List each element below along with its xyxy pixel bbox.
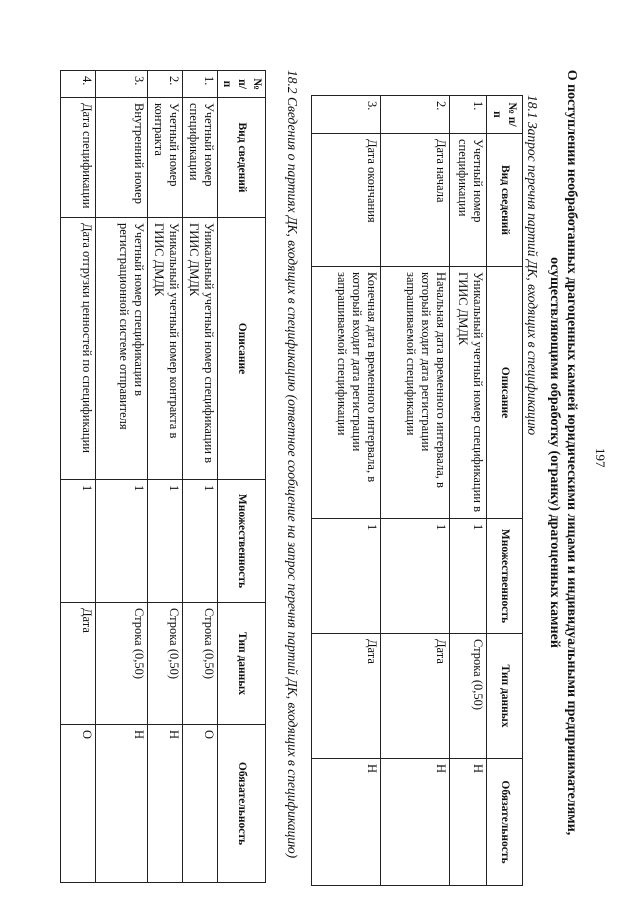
cell-description: Учетный номер спецификации в регистрационной системе отправителя bbox=[96, 218, 148, 480]
table-row bbox=[183, 71, 218, 883]
cell-multiplicity: 1 bbox=[450, 519, 487, 634]
col-header-data-type: Тип данных bbox=[218, 603, 266, 725]
cell-obligatory: О bbox=[183, 725, 218, 883]
cell-kind: Учетный номер спецификации bbox=[450, 134, 487, 267]
table-row bbox=[381, 96, 450, 886]
col-header-kind: Вид сведений bbox=[487, 134, 523, 267]
cell-obligatory: Н bbox=[96, 725, 148, 883]
cell-number: 4. bbox=[61, 71, 96, 98]
cell-kind: Дата окончания bbox=[312, 134, 381, 267]
cell-kind: Учетный номер спецификации bbox=[183, 98, 218, 218]
section-1-caption: 18.1 Запрос перечня партий ДК, входящих в спецификацию bbox=[525, 95, 540, 436]
col-header-multiplicity: Множественность bbox=[218, 480, 266, 603]
table-row bbox=[450, 96, 487, 886]
cell-description: Уникальный учетный номер контракта в ГИИС ДМДК bbox=[148, 218, 183, 480]
cell-multiplicity: 1 bbox=[312, 519, 381, 634]
table-row bbox=[61, 71, 96, 883]
cell-number: 2. bbox=[381, 96, 450, 134]
table-header-row bbox=[487, 96, 523, 886]
col-header-description: Описание bbox=[218, 218, 266, 480]
col-header-multiplicity: Множественность bbox=[487, 519, 523, 634]
col-header-obligatory: Обязательность bbox=[487, 759, 523, 886]
cell-data-type: Строка (0,50) bbox=[96, 603, 148, 725]
cell-kind: Дата начала bbox=[381, 134, 450, 267]
cell-data-type: Дата bbox=[312, 634, 381, 759]
document-title: О поступлении необработанных драгоценных камней юридическими лицами и индивидуальными предпринимателями, осуществляющими обработку (огранку) драгоценных камней bbox=[547, 69, 579, 836]
cell-obligatory: Н bbox=[450, 759, 487, 886]
table-header-row bbox=[218, 71, 266, 883]
section-1-table bbox=[311, 95, 523, 886]
cell-multiplicity: 1 bbox=[183, 480, 218, 603]
col-header-data-type: Тип данных bbox=[487, 634, 523, 759]
cell-data-type: Строка (0,50) bbox=[450, 634, 487, 759]
table-row bbox=[148, 71, 183, 883]
cell-number: 1. bbox=[183, 71, 218, 98]
col-header-obligatory: Обязательность bbox=[218, 725, 266, 883]
cell-number: 3. bbox=[312, 96, 381, 134]
cell-obligatory: Н bbox=[148, 725, 183, 883]
section-2-table bbox=[60, 70, 266, 883]
table-row bbox=[312, 96, 381, 886]
cell-obligatory: О bbox=[61, 725, 96, 883]
cell-number: 2. bbox=[148, 71, 183, 98]
cell-multiplicity: 1 bbox=[61, 480, 96, 603]
cell-description: Конечная дата временного интервала, в который входит дата регистрации запрашиваемой спецификации bbox=[312, 267, 381, 519]
section-2-caption: 18.2 Сведения о партиях ДК, входящих в спецификацию (ответное сообщение на запрос перечня партий ДК, входящих в спецификацию) bbox=[285, 70, 300, 859]
col-header-description: Описание bbox=[487, 267, 523, 519]
cell-multiplicity: 1 bbox=[148, 480, 183, 603]
cell-multiplicity: 1 bbox=[96, 480, 148, 603]
cell-kind: Дата спецификации bbox=[61, 98, 96, 218]
cell-description: Уникальный учетный номер спецификации в ГИИС ДМДК bbox=[450, 267, 487, 519]
cell-obligatory: Н bbox=[312, 759, 381, 886]
cell-number: 3. bbox=[96, 71, 148, 98]
cell-description: Уникальный учетный номер спецификации в ГИИС ДМДК bbox=[183, 218, 218, 480]
cell-obligatory: Н bbox=[381, 759, 450, 886]
page-number: 197 bbox=[593, 448, 608, 468]
cell-description: Дата отгрузки ценностей по спецификации bbox=[61, 218, 96, 480]
cell-data-type: Дата bbox=[61, 603, 96, 725]
col-header-number: № п/п bbox=[218, 71, 266, 98]
col-header-kind: Вид сведений bbox=[218, 98, 266, 218]
cell-kind: Внутренний номер bbox=[96, 98, 148, 218]
cell-multiplicity: 1 bbox=[381, 519, 450, 634]
cell-data-type: Строка (0,50) bbox=[183, 603, 218, 725]
table-row bbox=[96, 71, 148, 883]
col-header-number: № п/п bbox=[487, 96, 523, 134]
cell-data-type: Дата bbox=[381, 634, 450, 759]
cell-kind: Учетный номер контракта bbox=[148, 98, 183, 218]
cell-number: 1. bbox=[450, 96, 487, 134]
cell-data-type: Строка (0,50) bbox=[148, 603, 183, 725]
cell-description: Начальная дата временного интервала, в который входит дата регистрации запрашиваемой спецификации bbox=[381, 267, 450, 519]
